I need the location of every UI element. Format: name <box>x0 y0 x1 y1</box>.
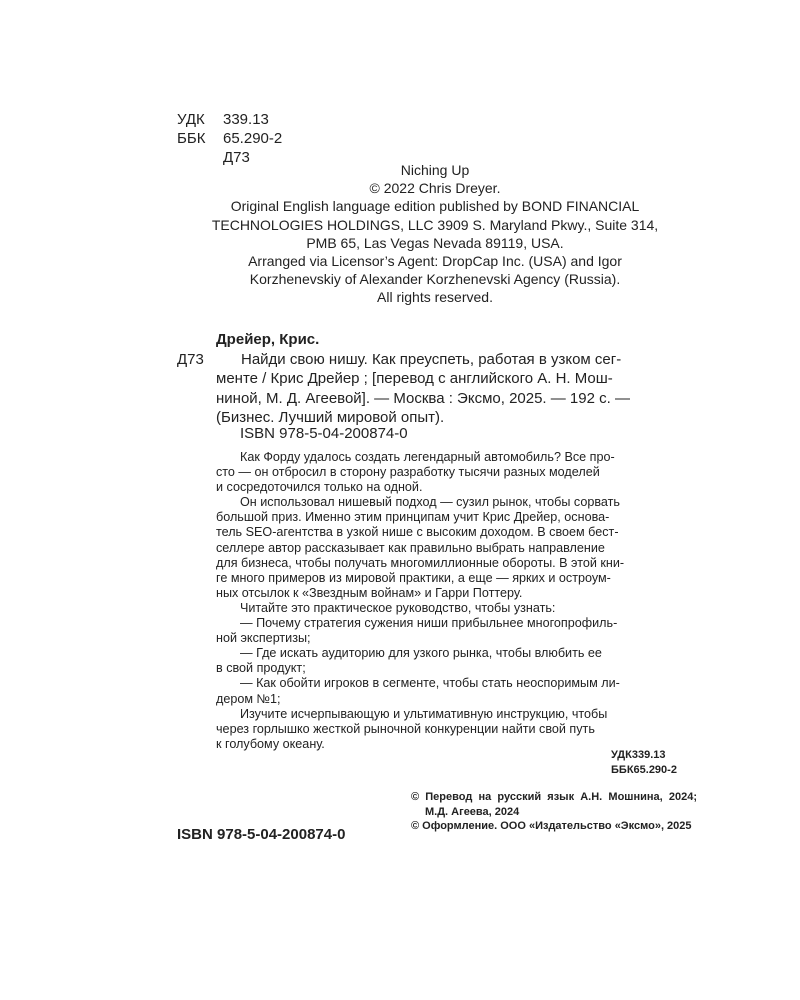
annotation <box>216 450 695 752</box>
annotation-line: и сосредоточился только на одной. <box>216 480 423 495</box>
bbk-code: ББК65.290-2 <box>611 763 677 776</box>
annotation-line: селлере автор рассказывает как правильно выбрать направление <box>216 540 605 555</box>
bbk-label: ББК <box>177 130 206 147</box>
catalog-description-line: ниной, М. Д. Агеевой]. — Москва : Эксмо, 2025. — 192 с. — <box>216 389 630 407</box>
annotation-line: ге много примеров из мировой практики, а еще — ярких и остроум- <box>216 570 611 585</box>
bbk-value: 65.290-2 <box>223 130 283 147</box>
annotation-line: ных отсылок к «Звездным войнам» и Гарри Поттеру. <box>216 585 523 600</box>
annotation-line: дером №1; <box>216 691 281 706</box>
isbn-bottom: ISBN 978-5-04-200874-0 <box>177 826 346 843</box>
annotation-line: к голубому океану. <box>216 736 325 751</box>
annotation-line: тель SEO-агентства в узкой нише с высоким доходом. В своем бест- <box>216 525 619 540</box>
catalog-description-line: (Бизнес. Лучший мировой опыт). <box>216 409 445 426</box>
author-mark: Д73 <box>223 149 250 166</box>
original-edition-line: Korzhenevskiy of Alexander Korzhenevski Agency (Russia). <box>249 271 621 288</box>
annotation-line: — Где искать аудиторию для узкого рынка, чтобы влюбить ее <box>240 646 602 661</box>
rights-reserved: All rights reserved. <box>377 289 493 306</box>
udk-label: УДК <box>177 111 205 128</box>
original-title: Niching Up <box>400 162 470 178</box>
catalog-entry <box>177 330 697 428</box>
classification-block <box>177 110 282 167</box>
original-edition-line: PMB 65, Las Vegas Nevada 89119, USA. <box>306 234 564 251</box>
annotation-line: Он использовал нишевый подход — сузил рынок, чтобы сорвать <box>240 495 620 510</box>
catalog-description-line: менте / Крис Дрейер ; [перевод с английского А. Н. Мош- <box>216 370 613 387</box>
original-edition-line: TECHNOLOGIES HOLDINGS, LLC 3909 S. Maryland Pkwy., Suite 314, <box>211 216 659 233</box>
udk-code: УДК339.13 <box>611 749 666 761</box>
annotation-line: ной экспертизы; <box>216 631 311 646</box>
annotation-line: — Как обойти игроков в сегменте, чтобы стать неоспоримым ли- <box>240 676 620 691</box>
annotation-line: для бизнеса, чтобы получать многомиллионные обороты. В этой кни- <box>216 555 625 570</box>
udk-value: 339.13 <box>223 111 269 128</box>
copyright-block <box>411 790 697 834</box>
catalog-author: Дрейер, Крис. <box>216 331 320 348</box>
annotation-line: в свой продукт; <box>216 661 306 676</box>
original-copyright: © 2022 Chris Dreyer. <box>369 180 501 197</box>
annotation-line: Как Форду удалось создать легендарный автомобиль? Все про- <box>240 450 615 464</box>
catalog-isbn: ISBN 978-5-04-200874-0 <box>240 425 408 442</box>
classification-codes-bold <box>611 748 677 777</box>
annotation-line: большой приз. Именно этим принципам учит Крис Дрейер, основа- <box>216 510 610 525</box>
annotation-line: Читайте это практическое руководство, чтобы узнать: <box>240 600 556 615</box>
design-copyright: © Оформление. ООО «Издательство «Эксмо», 2025 <box>411 820 692 832</box>
original-edition-info <box>185 161 685 307</box>
annotation-line: — Почему стратегия сужения ниши прибыльнее многопрофиль- <box>240 616 618 631</box>
catalog-description-line: Найди свою нишу. Как преуспеть, работая в узком сег- <box>241 350 622 368</box>
annotation-line: Изучите исчерпывающую и ультимативную инструкцию, чтобы <box>240 706 608 721</box>
original-edition-line: Arranged via Licensor’s Agent: DropCap Inc. (USA) and Igor <box>248 253 622 270</box>
original-edition-line: Original English language edition published by BOND FINANCIAL <box>230 198 640 215</box>
annotation-line: сто — он отбросил в сторону разработку тысячи разных моделей <box>216 465 600 480</box>
catalog-description <box>216 350 697 428</box>
catalog-code: Д73 <box>177 350 204 368</box>
translation-copyright: © Перевод на русский язык А.Н. Мошнина, 2024; М.Д. Агеева, 2024 <box>411 791 697 818</box>
annotation-line: через горлышко жесткой рыночной конкуренции найти свой путь <box>216 721 595 736</box>
